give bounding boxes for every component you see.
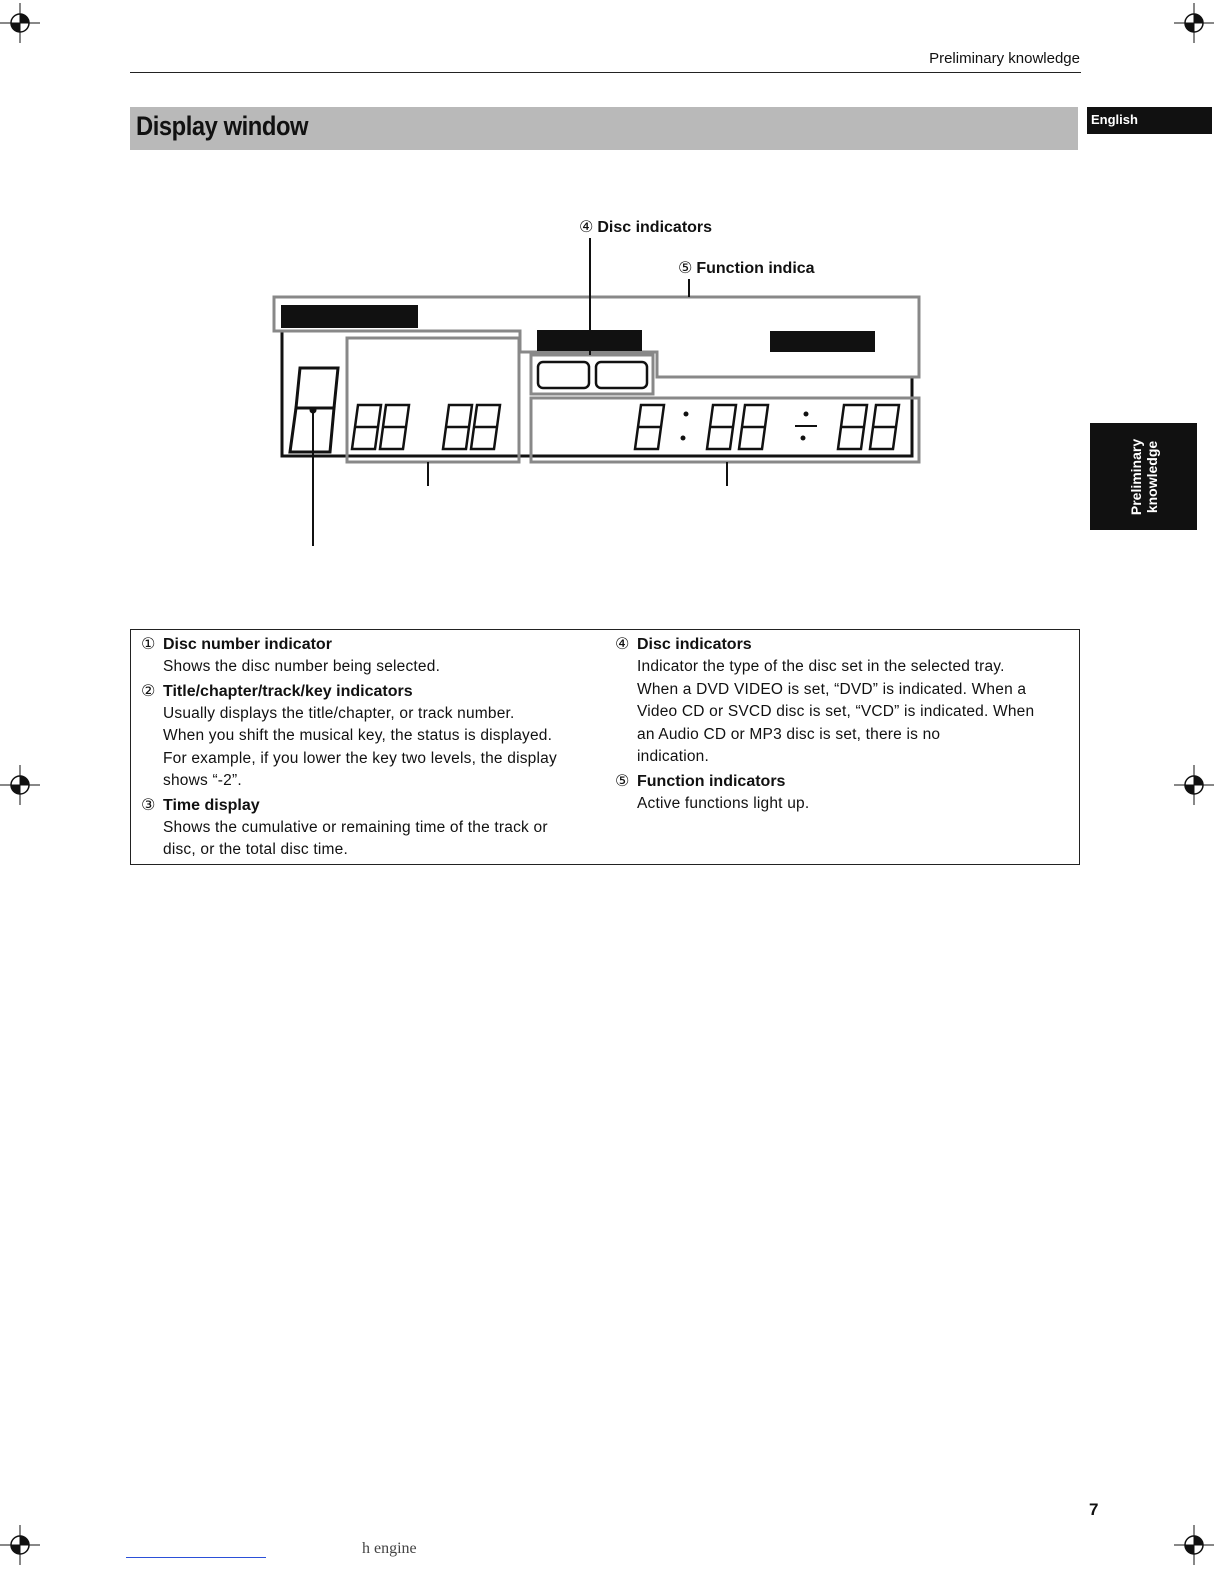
callout-function-indicators <box>678 258 815 278</box>
legend-item <box>141 681 611 793</box>
indicator-bar <box>537 330 642 351</box>
time-digits <box>635 405 899 449</box>
item-description <box>141 817 611 862</box>
leader-dot <box>310 407 317 414</box>
display-window-diagram <box>0 0 1225 600</box>
item-number: ⑤ <box>615 772 630 790</box>
legend-item <box>615 634 1075 769</box>
legend-item <box>615 771 1075 816</box>
item-title: Title/chapter/track/key indicators <box>163 682 413 700</box>
item-number: ② <box>141 682 156 700</box>
section-title-bar <box>130 107 1078 150</box>
display-panel-outline <box>282 330 912 456</box>
legend-item <box>141 795 611 862</box>
registration-mark-top-right <box>1174 3 1214 43</box>
description-line: Shows the disc number being selected. <box>163 658 441 675</box>
header-rule <box>130 72 1081 73</box>
item-number: ① <box>141 636 156 653</box>
item-number: ④ <box>615 636 630 653</box>
legend-box <box>130 629 1080 865</box>
item-description <box>615 656 1075 769</box>
description-line: Active functions light up. <box>637 794 810 812</box>
time-display-frame <box>531 398 919 462</box>
indicator-bar <box>770 331 875 352</box>
item-title: Disc number indicator <box>163 636 332 653</box>
item-description <box>615 793 1075 816</box>
callout-disc-indicators <box>579 217 712 237</box>
callout-number: ④ <box>579 219 594 236</box>
title-chapter-digits <box>352 405 500 449</box>
time-colons <box>681 412 818 441</box>
legend-left-column <box>141 634 611 864</box>
indicator-bar <box>281 305 418 328</box>
callout-label: Disc indicators <box>597 219 713 236</box>
description-line: Usually displays the title/chapter, or track number. <box>163 704 515 722</box>
registration-mark-bottom-left <box>0 1525 40 1565</box>
section-side-tab <box>1090 423 1197 530</box>
disc-indicator-frame <box>531 355 653 394</box>
disc-number-digit <box>290 368 338 452</box>
registration-mark-top-left <box>0 3 40 43</box>
item-title: Function indicators <box>637 772 786 790</box>
description-line: shows “-2”. <box>163 772 242 789</box>
description-line: Shows the cumulative or remaining time of the track or <box>163 818 548 836</box>
description-line: For example, if you lower the key two levels, the display <box>163 749 557 767</box>
item-number: ③ <box>141 796 156 814</box>
description-line: When you shift the musical key, the status is displayed. <box>163 727 553 744</box>
description-line: disc, or the total disc time. <box>163 841 348 858</box>
item-description <box>141 703 611 793</box>
description-line: Video CD or SVCD disc is set, “VCD” is indicated. When <box>637 703 1035 720</box>
footer-watermark-text: h engine <box>362 1540 417 1557</box>
page-number: 7 <box>1089 1500 1099 1519</box>
registration-mark-mid-left <box>0 765 40 805</box>
item-title: Time display <box>163 796 260 814</box>
footer-link-underline[interactable] <box>126 1557 266 1558</box>
description-line: an Audio CD or MP3 disc is set, there is no <box>637 725 941 743</box>
registration-mark-mid-right <box>1174 765 1214 805</box>
running-header: Preliminary knowledge <box>929 50 1080 67</box>
disc-indicator-slot <box>596 362 647 388</box>
side-tab-line-1: Preliminary <box>1127 438 1144 515</box>
item-description <box>141 656 611 679</box>
description-line: Indicator the type of the disc set in the selected tray. <box>637 658 1005 675</box>
section-title: Display window <box>136 111 309 141</box>
function-indicator-outline <box>274 297 919 377</box>
description-line: indication. <box>637 748 709 765</box>
legend-right-column <box>615 634 1075 817</box>
registration-mark-bottom-right <box>1174 1525 1214 1565</box>
disc-indicator-slot <box>538 362 589 388</box>
callout-label: Function indica <box>696 260 815 277</box>
language-tab <box>1087 107 1212 134</box>
description-line: When a DVD VIDEO is set, “DVD” is indicated. When a <box>637 680 1027 698</box>
callout-number: ⑤ <box>678 260 693 277</box>
title-chapter-frame <box>347 338 519 462</box>
side-tab-line-2: knowledge <box>1143 440 1160 513</box>
legend-item <box>141 634 611 679</box>
language-tab-label: English <box>1091 112 1138 127</box>
item-title: Disc indicators <box>637 636 752 653</box>
